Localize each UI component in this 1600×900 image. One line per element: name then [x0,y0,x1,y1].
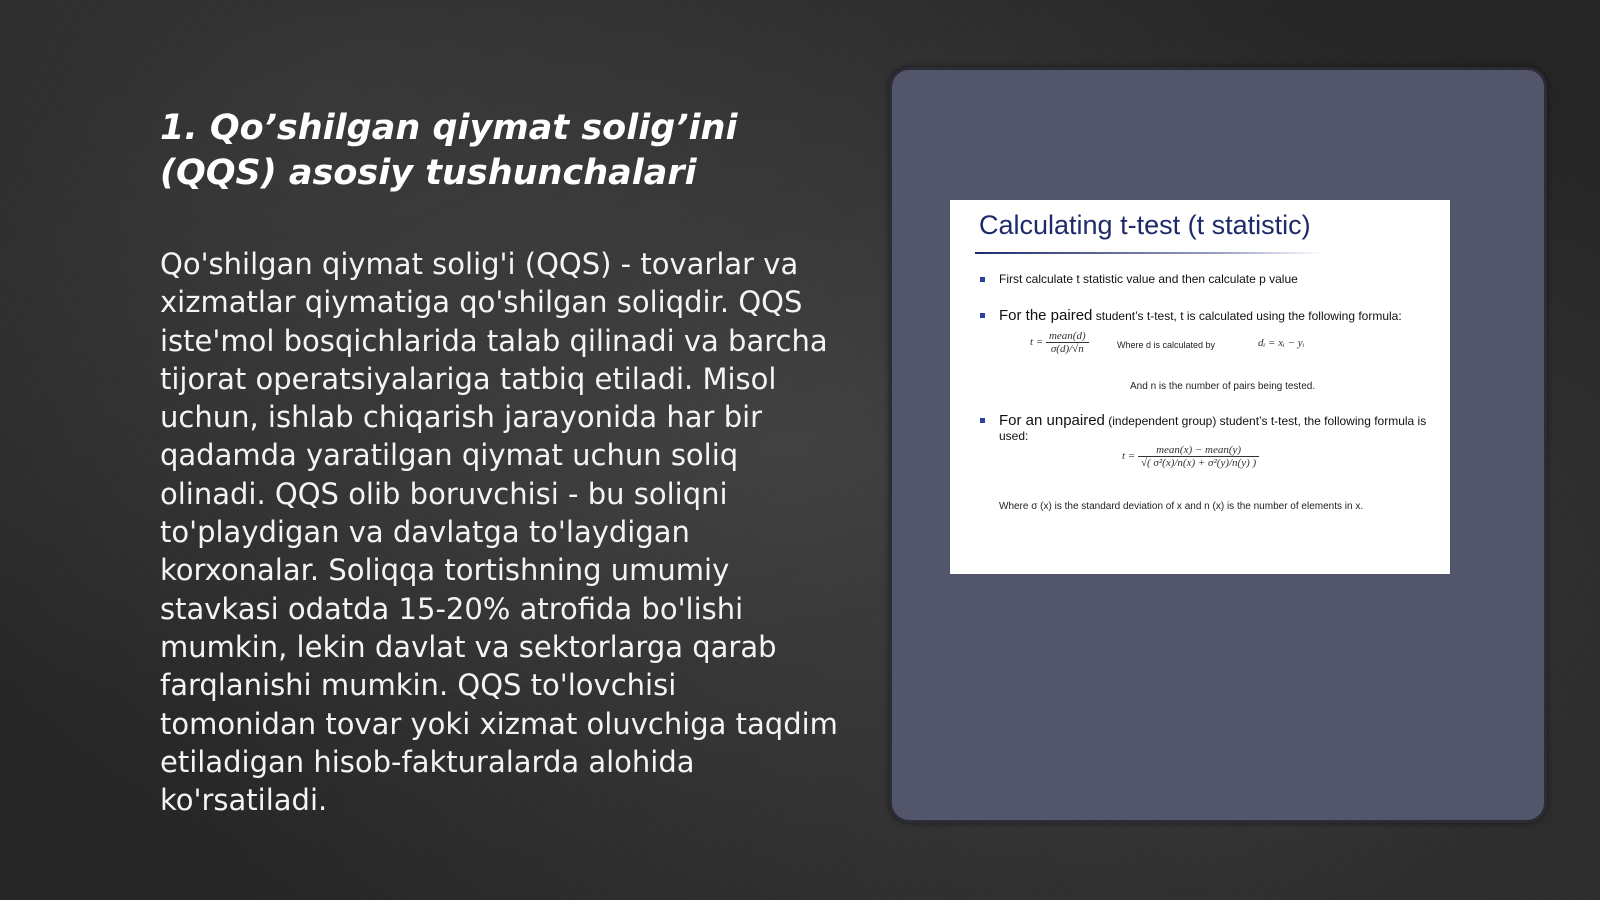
bullet-square-icon [980,313,985,318]
formula-numerator: mean(d) [1046,330,1089,343]
bullet-square-icon [980,418,985,423]
formula-lhs: t = [1030,336,1044,349]
formula-lhs: t = [1122,450,1136,463]
d-formula: dᵢ = xᵢ − yᵢ [1258,337,1305,349]
n-note: And n is the number of pairs being tested. [1130,381,1316,392]
where-d-note: Where d is calculated by [1117,340,1216,350]
where-sigma-note: Where σ (x) is the standard deviation of x and n (x) is the number of elements in x. [999,501,1364,512]
slide-title: 1. Qo’shilgan qiymat solig’ini (QQS) asosiy tushunchalari [160,108,738,193]
formula-fraction [1138,444,1259,469]
formula-denominator: √( σ²(x)/n(x) + σ²(y)/n(y) ) [1140,457,1257,469]
bullet-text [999,413,1430,444]
formula-denominator: σ(d)/√n [1050,343,1084,355]
bullet-lead: For the paired [999,307,1093,324]
paired-t-formula [1030,330,1089,355]
bullet-unpaired [980,413,1430,444]
slide-body-text: Qo'shilgan qiymat solig'i (QQS) - tovarlar va xizmatlar qiymatiga qo'shilgan soliqdir. QQS iste'mol bosqichlarida talab qilinadi va barcha tijorat operatsiyalariga tatbiq etiladi. Misol uchun, ishlab chiqarish jarayonida har bir qadamda yaratilgan qiymat uchun soliq olinadi. QQS olib boruvchisi - bu soliqni to'playdigan va davlatga to'laydigan korxonalar. Soliqqa tortishning umumiy stavkasi odatda 15-20% atrofida bo'lishi mumkin, lekin davlat va sektorlarga qarab farqlanishi mumkin. QQS to'lovchisi tomonidan tovar yoki xizmat oluvchiga taqdim etiladigan hisob-fakturalarda alohida ko'rsatiladi. [160,247,838,818]
unpaired-t-formula [1122,444,1259,469]
bullet-text: First calculate t statistic value and then calculate p value [999,272,1298,286]
bullet-first-calculate [980,272,1430,287]
bullet-square-icon [980,277,985,282]
formula-numerator: mean(x) − mean(y) [1138,444,1259,457]
formula-fraction [1046,330,1089,355]
bullet-lead: For an unpaired [999,412,1105,429]
bullet-paired [980,308,1430,324]
embedded-slide-image [950,200,1450,574]
bullet-text [999,308,1430,324]
bullet-rest: student’s t-test, t is calculated using the following formula: [1095,309,1402,323]
bullet-rest: (independent group) student’s t-test, the following formula is used: [999,414,1427,443]
title-underline [975,252,1325,254]
embedded-slide-title: Calculating t-test (t statistic) [979,210,1311,240]
